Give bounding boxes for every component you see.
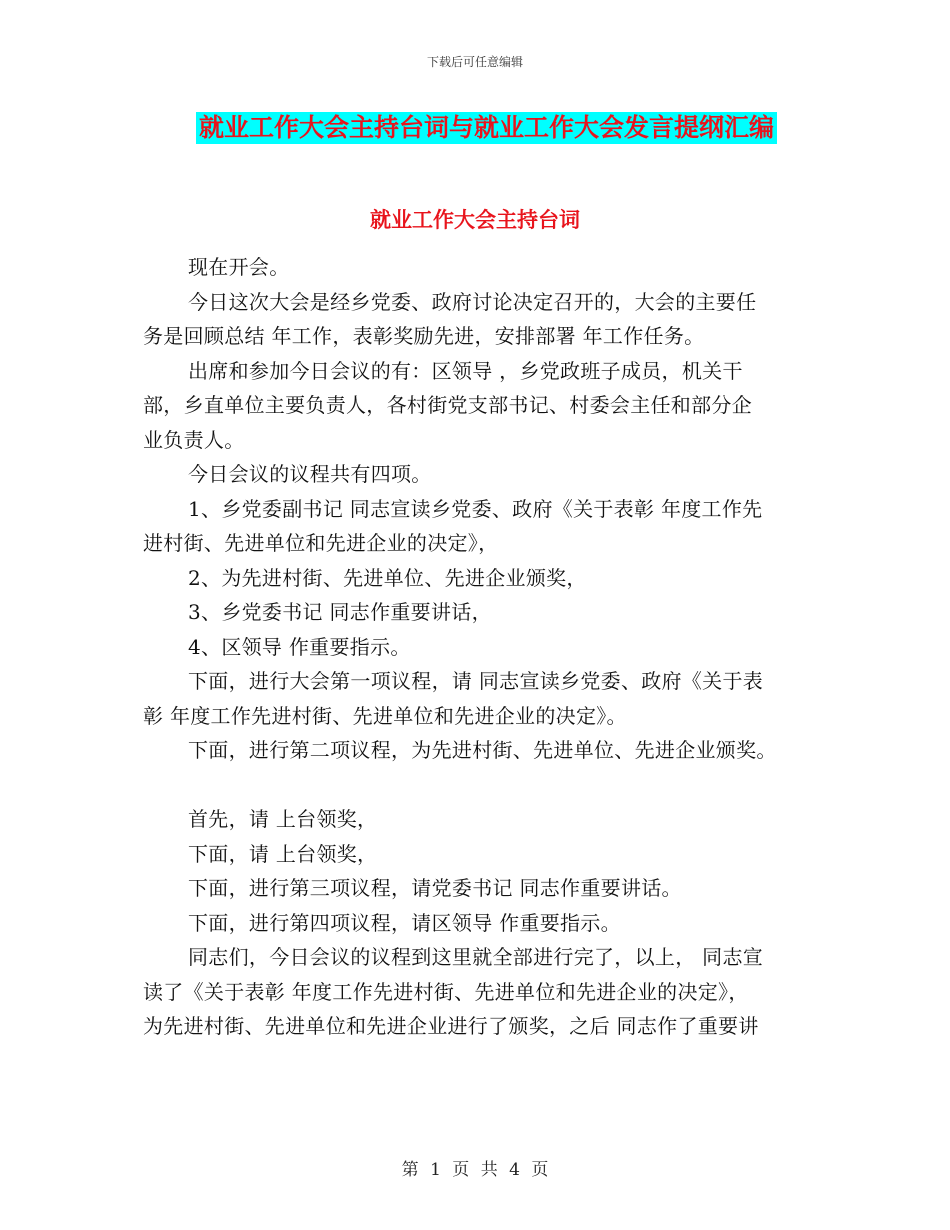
- agenda-item: 进村街、先进单位和先进企业的决定》，: [143, 531, 499, 555]
- paragraph-line: 下面，进行第三项议程，请党委书记 同志作重要讲话。: [188, 876, 682, 900]
- paragraph-line: 业负责人。: [143, 427, 245, 452]
- paragraph-line: 读了《关于表彰 年度工作先进村街、先进单位和先进企业的决定》，: [143, 979, 749, 1004]
- paragraph-line: 出席和参加今日会议的有：区领导 ，乡党政班子成员，机关干: [188, 358, 743, 383]
- paragraph-line: 务是回顾总结 年工作，表彰奖励先进，安排部署 年工作任务。: [143, 324, 705, 348]
- document-title: 就业工作大会主持台词与就业工作大会发言提纲汇编: [196, 112, 777, 144]
- paragraph-line: 下面，请 上台领奖，: [188, 841, 378, 866]
- page-number-footer: 第 1 页 共 4 页: [401, 1160, 549, 1180]
- paragraph-line: 下面，进行第四项议程，请区领导 作重要指示。: [188, 910, 621, 935]
- blank-line: [143, 768, 813, 803]
- paragraph-line: 首先，请 上台领奖，: [188, 807, 378, 831]
- header-note: 下载后可任意编辑: [426, 55, 523, 69]
- section-title: 就业工作大会主持台词: [370, 207, 580, 232]
- paragraph-line: 现在开会。: [188, 255, 290, 279]
- agenda-item: 3、乡党委书记 同志作重要讲话，: [188, 600, 492, 624]
- body-text: [143, 250, 813, 1044]
- paragraph-line: 今日这次大会是经乡党委、政府讨论决定召开的，大会的主要任: [188, 289, 757, 314]
- paragraph-line: 下面，进行第二项议程，为先进村街、先进单位、先进企业颁奖。: [188, 738, 777, 762]
- agenda-item: 1、乡党委副书记 同志宣读乡党委、政府《关于表彰 年度工作先: [188, 496, 763, 521]
- paragraph-line: 彰 年度工作先进村街、先进单位和先进企业的决定》。: [143, 703, 627, 728]
- paragraph-line: 部，乡直单位主要负责人，各村街党支部书记、村委会主任和部分企: [143, 393, 752, 417]
- agenda-item: 2、为先进村街、先进单位、先进企业颁奖，: [188, 565, 587, 590]
- paragraph-line: 下面，进行大会第一项议程，请 同志宣读乡党委、政府《关于表: [188, 669, 764, 693]
- agenda-item: 4、区领导 作重要指示。: [188, 634, 411, 659]
- paragraph-line: 为先进村街、先进单位和先进企业进行了颁奖，之后 同志作了重要讲: [143, 1014, 759, 1038]
- paragraph-line: 同志们，今日会议的议程到这里就全部进行完了，以上， 同志宣: [188, 945, 764, 969]
- paragraph-line: 今日会议的议程共有四项。: [188, 462, 432, 486]
